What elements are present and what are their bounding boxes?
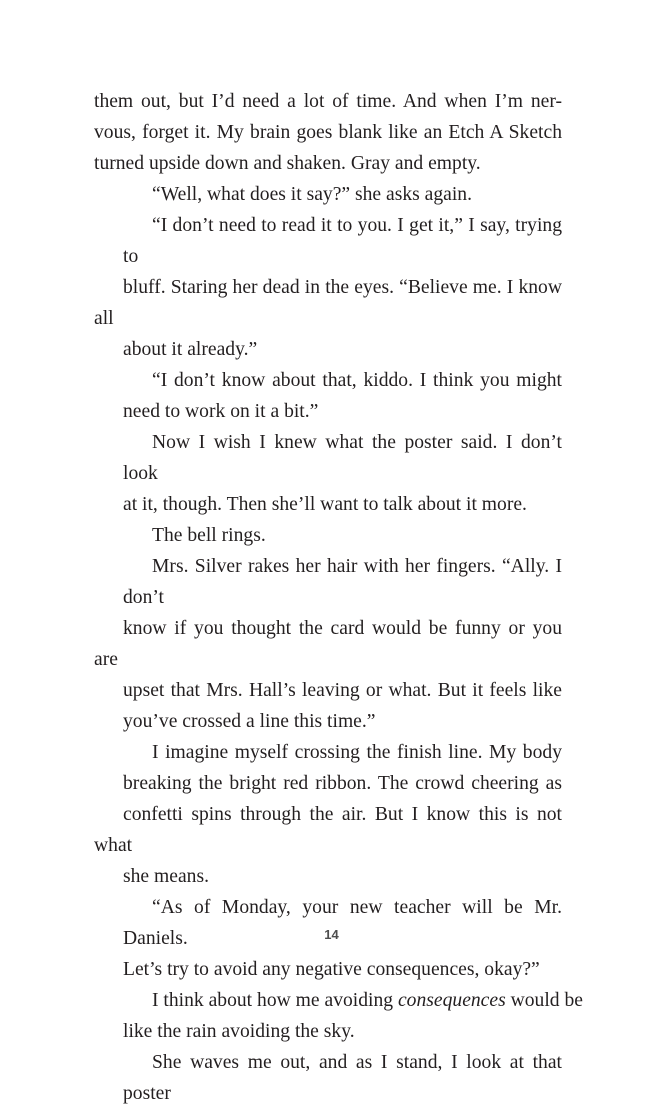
text-line: about it already.” (123, 339, 258, 360)
text-segment: I think about how me avoiding (152, 990, 398, 1011)
text-line: bluff. Staring her dead in the eyes. “Believe me. I know all (94, 277, 562, 329)
paragraph (94, 520, 562, 551)
text-line: need to work on it a bit.” (123, 401, 319, 422)
text-line: Let’s try to avoid any negative consequences, okay?” (123, 959, 540, 980)
page-number: 14 (324, 927, 339, 942)
text-line: confetti spins through the air. But I know this is not what (94, 804, 562, 856)
italic-word: consequences (397, 990, 506, 1011)
text-line: vous, forget it. My brain goes blank like an Etch A Sketch (94, 122, 562, 143)
text-line: Now I wish I knew what the poster said. I don’t look (123, 432, 562, 484)
text-line: at it, though. Then she’ll want to talk about it more. (123, 494, 527, 515)
paragraph (94, 210, 562, 365)
text-line: The bell rings. (152, 525, 266, 546)
paragraph (94, 365, 562, 427)
text-line: “Well, what does it say?” she asks again. (152, 184, 472, 205)
paragraph (94, 985, 583, 1047)
paragraph (94, 179, 562, 210)
text-line: like the rain avoiding the sky. (123, 1021, 355, 1042)
paragraph (94, 737, 562, 892)
text-line: turned upside down and shaken. Gray and empty. (94, 153, 481, 174)
text-line: them out, but I’d need a lot of time. And when I’m ner- (94, 91, 562, 112)
text-line (94, 985, 583, 1016)
text-line: know if you thought the card would be funny or you are (94, 618, 562, 670)
text-line: you’ve crossed a line this time.” (123, 711, 376, 732)
text-line: upset that Mrs. Hall’s leaving or what. But it feels like (123, 680, 562, 701)
paragraph (94, 86, 562, 179)
text-line: she means. (123, 866, 209, 887)
text-line: “I don’t know about that, kiddo. I think you might (152, 370, 562, 391)
paragraph (94, 427, 562, 520)
text-line: She waves me out, and as I stand, I look at that poster (123, 1052, 562, 1104)
text-segment: would be (505, 990, 583, 1011)
paragraph (94, 551, 562, 737)
text-line: I imagine myself crossing the finish line. My body (152, 742, 562, 763)
text-line: “As of Monday, your new teacher will be Mr. Daniels. (123, 897, 562, 949)
text-line: breaking the bright red ribbon. The crowd cheering as (123, 773, 562, 794)
text-line: “I don’t need to read it to you. I get it,” I say, trying to (123, 215, 562, 267)
text-line: Mrs. Silver rakes her hair with her fingers. “Ally. I don’t (123, 556, 562, 608)
body-text (94, 86, 583, 1109)
paragraph (94, 1047, 562, 1109)
